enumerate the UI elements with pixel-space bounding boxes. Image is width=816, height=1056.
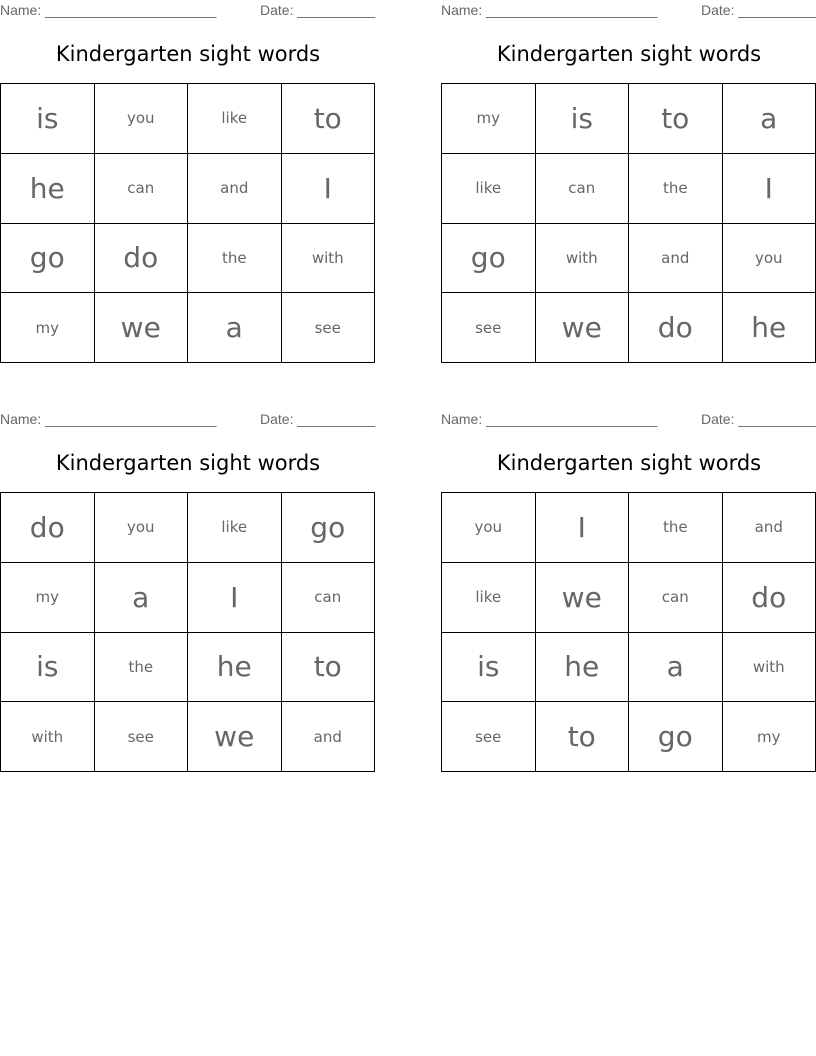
word-cell: with [723,633,816,703]
word-cell: we [536,293,630,363]
word-cell: with [282,224,376,294]
word-cell: you [723,224,816,294]
word-cell: can [536,154,630,224]
word-cell: he [1,154,95,224]
word-cell: is [536,84,630,154]
word-cell: my [1,563,95,633]
word-cell: like [442,563,536,633]
word-cell: and [282,702,376,772]
name-field: Name: ______________________ [441,411,658,427]
card-header [0,2,376,20]
word-cell: a [629,633,723,703]
word-cell: you [95,493,189,563]
word-cell: go [629,702,723,772]
word-cell: the [629,493,723,563]
word-cell: to [282,84,376,154]
word-cell: see [282,293,376,363]
word-cell: he [536,633,630,703]
word-cell: see [442,702,536,772]
word-cell: like [188,493,282,563]
word-cell: I [536,493,630,563]
word-cell: I [282,154,376,224]
card-title: Kindergarten sight words [55,451,321,475]
word-cell: is [442,633,536,703]
word-cell: my [442,84,536,154]
word-cell: you [95,84,189,154]
word-cell: my [723,702,816,772]
word-cell: go [282,493,376,563]
word-cell: see [95,702,189,772]
word-cell: to [629,84,723,154]
word-cell: see [442,293,536,363]
word-cell: and [188,154,282,224]
date-field: Date: __________ [260,2,376,18]
word-cell: go [1,224,95,294]
word-cell: can [95,154,189,224]
word-cell: the [95,633,189,703]
date-field: Date: __________ [701,2,816,18]
card-header [441,411,816,429]
word-cell: a [723,84,816,154]
word-cell: is [1,84,95,154]
word-cell: do [629,293,723,363]
word-grid [0,83,375,363]
word-cell: I [723,154,816,224]
word-cell: a [95,563,189,633]
word-grid [441,83,816,363]
name-field: Name: ______________________ [0,411,217,427]
word-cell: go [442,224,536,294]
card-header [441,2,816,20]
word-cell: can [282,563,376,633]
date-field: Date: __________ [701,411,816,427]
word-cell: with [1,702,95,772]
card-title: Kindergarten sight words [496,42,762,66]
card-title: Kindergarten sight words [55,42,321,66]
word-cell: he [723,293,816,363]
word-cell: we [188,702,282,772]
word-cell: is [1,633,95,703]
word-cell: you [442,493,536,563]
word-cell: do [723,563,816,633]
word-cell: a [188,293,282,363]
word-cell: and [629,224,723,294]
name-field: Name: ______________________ [0,2,217,18]
word-grid [441,492,816,772]
word-cell: with [536,224,630,294]
card-title: Kindergarten sight words [496,451,762,475]
word-cell: we [95,293,189,363]
word-cell: and [723,493,816,563]
card-header [0,411,376,429]
word-cell: can [629,563,723,633]
word-cell: the [188,224,282,294]
word-cell: like [188,84,282,154]
word-cell: I [188,563,282,633]
name-field: Name: ______________________ [441,2,658,18]
date-field: Date: __________ [260,411,376,427]
word-cell: my [1,293,95,363]
word-cell: do [95,224,189,294]
word-cell: we [536,563,630,633]
word-cell: the [629,154,723,224]
word-grid [0,492,375,772]
word-cell: like [442,154,536,224]
word-cell: to [282,633,376,703]
word-cell: do [1,493,95,563]
word-cell: he [188,633,282,703]
word-cell: to [536,702,630,772]
